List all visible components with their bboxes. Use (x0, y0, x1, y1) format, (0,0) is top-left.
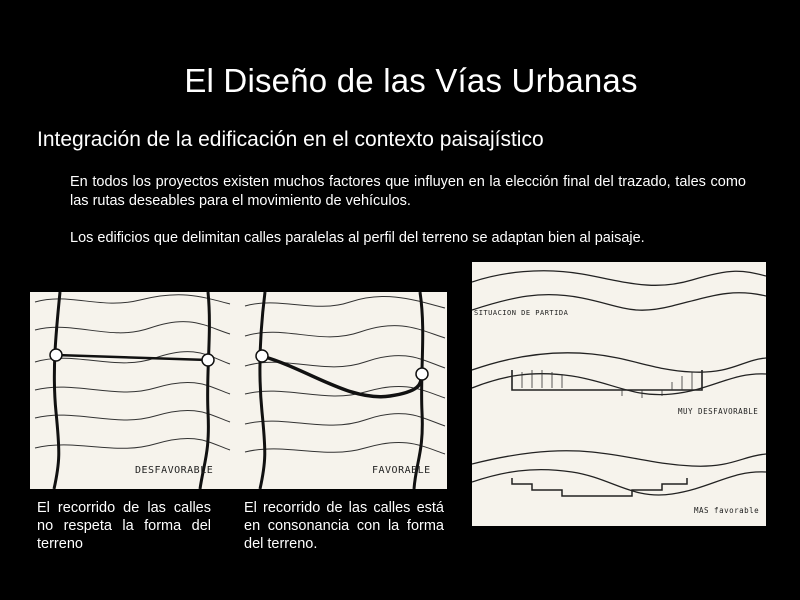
contour-line (35, 295, 230, 304)
intersection-node (416, 368, 428, 380)
contour-line (35, 410, 230, 422)
intersection-node (50, 349, 62, 361)
terrain-profile (472, 293, 766, 310)
street-layout-illustration (30, 292, 447, 489)
flat-platform (512, 370, 702, 390)
caption-favorable: El recorrido de las calles está en consonancia con la forma del terreno. (244, 500, 444, 552)
contour-line (35, 382, 230, 394)
paragraph-buildings: Los edificios que delimitan calles paralelas al perfil del terreno se adaptan bien al paisaje. (70, 230, 645, 246)
terrain-profile (472, 374, 766, 395)
caption-unfavorable: El recorrido de las calles no respeta la forma del terreno (37, 500, 211, 552)
terrain-profile (472, 470, 766, 495)
label-more-favorable: MAS favorable (694, 506, 760, 515)
terrain-sections-illustration (472, 262, 766, 526)
stepped-platforms (512, 478, 687, 496)
vertical-street (414, 292, 423, 489)
contour-line (35, 438, 230, 450)
intersection-node (256, 350, 268, 362)
contour-line (245, 414, 445, 426)
label-very-unfavorable: MUY DESFAVORABLE (678, 407, 759, 416)
contour-line (245, 442, 445, 454)
contour-line (245, 296, 445, 308)
terrain-profile (472, 451, 766, 466)
label-favorable: FAVORABLE (372, 465, 431, 476)
terrain-profile (472, 271, 766, 286)
intersection-node (202, 354, 214, 366)
vertical-street (200, 292, 209, 489)
terrain-sections-drawing (472, 262, 766, 526)
label-initial-situation: SITUACION DE PARTIDA (474, 309, 569, 317)
vertical-street (54, 292, 60, 489)
terrain-profile (472, 353, 766, 372)
slide-subtitle: Integración de la edificación en el contexto paisajístico (37, 128, 544, 151)
paragraph-factors: En todos los proyectos existen muchos factores que influyen en la elección final del trazado, tales como las rutas deseables para el movimiento de vehículos. (70, 174, 746, 209)
slide-title: El Diseño de las Vías Urbanas (184, 62, 638, 99)
vertical-street (260, 292, 265, 489)
label-unfavorable: DESFAVORABLE (135, 465, 214, 476)
contour-streets-drawing (30, 292, 447, 489)
contour-line (245, 326, 445, 338)
contour-line (35, 322, 230, 334)
curved-street (262, 356, 422, 397)
